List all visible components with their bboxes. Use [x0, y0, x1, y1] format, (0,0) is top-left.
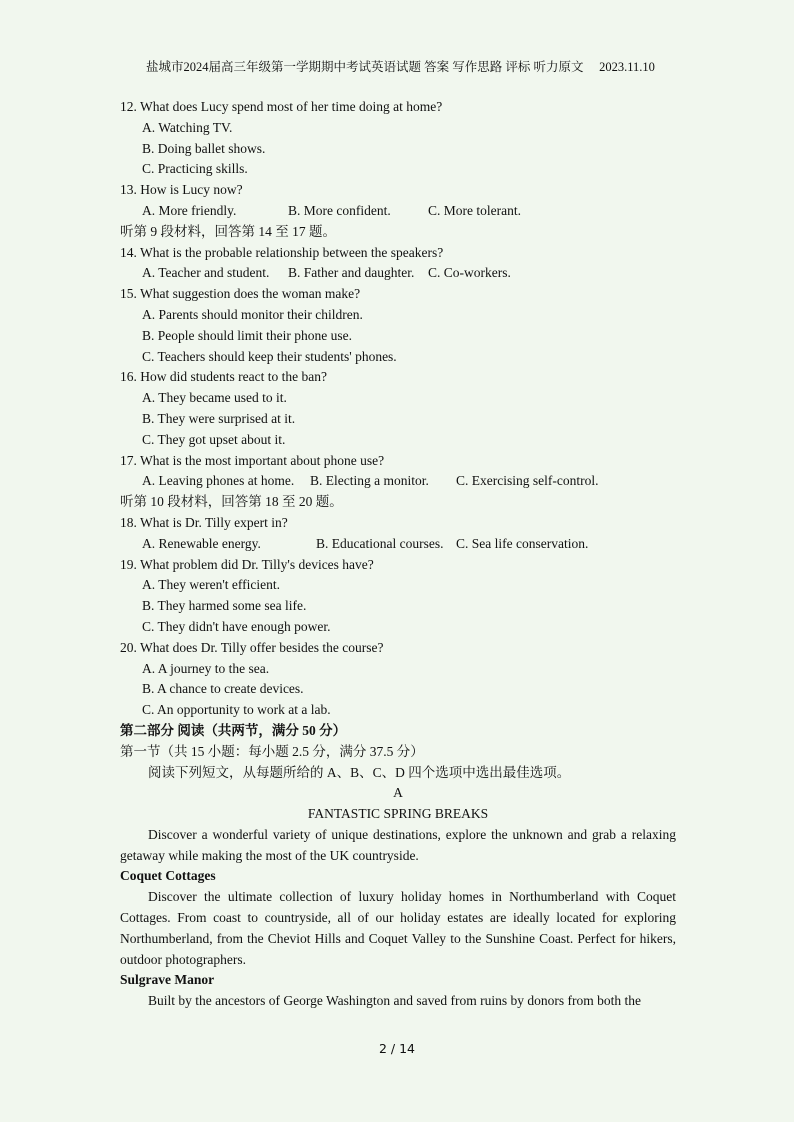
question-17-options: [120, 471, 676, 492]
section-9-instruction: 听第 9 段材料，回答第 14 至 17 题。: [120, 223, 336, 239]
page-number: 2 / 14: [378, 1041, 416, 1056]
question-19-stem: 19. What problem did Dr. Tilly's devices have?: [120, 556, 374, 572]
page-content: [120, 97, 676, 1012]
question-20-option-b: B. A chance to create devices.: [142, 681, 304, 697]
question-15-stem: 15. What suggestion does the woman make?: [120, 286, 361, 302]
section-1-heading: 第一节（共 15 小题：每小题 2.5 分，满分 37.5 分）: [120, 743, 424, 759]
question-15-option-b: B. People should limit their phone use.: [142, 327, 352, 343]
question-16-stem: 16. How did students react to the ban?: [120, 369, 327, 385]
question-19-option-b: B. They harmed some sea life.: [142, 598, 307, 614]
passage-intro: Discover a wonderful variety of unique destinations, explore the unknown and grab a relaxing getaway while making the most of the UK countryside.: [120, 826, 676, 863]
question-12-stem: 12. What does Lucy spend most of her time doing at home?: [120, 99, 443, 114]
page-header: 盐城市2024届高三年级第一学期期中考试英语试题 答案 写作思路 评标 听力原文 2023.11.10: [146, 60, 655, 74]
question-16-option-b: B. They were surprised at it.: [142, 410, 296, 426]
question-12-option-b: B. Doing ballet shows.: [142, 140, 266, 156]
part-2-heading: 第二部分 阅读（共两节，满分 50 分）: [120, 722, 347, 738]
question-17-option-a: A. Leaving phones at home.: [142, 473, 295, 489]
sulgrave-manor-heading: Sulgrave Manor: [120, 972, 215, 988]
sulgrave-manor-text: Built by the ancestors of George Washington and saved from ruins by donors from both the: [148, 993, 641, 1009]
coquet-cottages-text: Discover the ultimate collection of luxury holiday homes in Northumberland with Coquet Cottages. From coast to countryside, all of our holiday estates are ideally located for exploring Northumberland, from the Cheviot Hills and Coquet Valley to the Sunshine Coast. Perfect for hikers, outdoor photographers.: [120, 889, 676, 967]
question-20-option-c: C. An opportunity to work at a lab.: [142, 702, 331, 718]
question-14-option-a: A. Teacher and student.: [142, 265, 270, 281]
section-10-instruction: 听第 10 段材料，回答第 18 至 20 题。: [120, 494, 343, 510]
reading-instruction: 阅读下列短文，从每题所给的 A、B、C、D 四个选项中选出最佳选项。: [148, 764, 571, 780]
question-20-option-a: A. A journey to the sea.: [142, 660, 270, 676]
question-13-option-b: B. More confident.: [288, 202, 391, 218]
question-13-stem: 13. How is Lucy now?: [120, 182, 243, 198]
passage-letter: A: [393, 785, 403, 801]
question-17-option-b: B. Electing a monitor.: [310, 473, 429, 489]
question-16-option-a: A. They became used to it.: [142, 390, 287, 406]
question-15-option-c: C. Teachers should keep their students' phones.: [142, 348, 397, 364]
question-14-options: [120, 263, 676, 284]
question-18-option-a: A. Renewable energy.: [142, 535, 261, 551]
passage-title: FANTASTIC SPRING BREAKS: [307, 806, 489, 822]
question-13-option-c: C. More tolerant.: [428, 202, 521, 218]
question-12-option-c: C. Practicing skills.: [142, 161, 248, 177]
question-14-option-c: C. Co-workers.: [428, 265, 511, 281]
question-12-option-a: A. Watching TV.: [142, 119, 233, 135]
question-13-option-a: A. More friendly.: [142, 202, 237, 218]
question-14-option-b: B. Father and daughter.: [288, 265, 415, 281]
question-18-stem: 18. What is Dr. Tilly expert in?: [120, 514, 288, 530]
question-19-option-a: A. They weren't efficient.: [142, 577, 281, 593]
coquet-cottages-heading: Coquet Cottages: [120, 868, 216, 884]
question-18-options: [120, 534, 676, 555]
question-18-option-b: B. Educational courses.: [316, 535, 444, 551]
question-20-stem: 20. What does Dr. Tilly offer besides the course?: [120, 639, 384, 655]
question-13-options: [120, 201, 676, 222]
question-15-option-a: A. Parents should monitor their children.: [142, 306, 363, 322]
question-19-option-c: C. They didn't have enough power.: [142, 618, 331, 634]
question-14-stem: 14. What is the probable relationship between the speakers?: [120, 244, 444, 260]
question-17-stem: 17. What is the most important about phone use?: [120, 452, 385, 468]
question-16-option-c: C. They got upset about it.: [142, 431, 286, 447]
question-18-option-c: C. Sea life conservation.: [456, 535, 589, 551]
question-17-option-c: C. Exercising self-control.: [456, 473, 599, 489]
